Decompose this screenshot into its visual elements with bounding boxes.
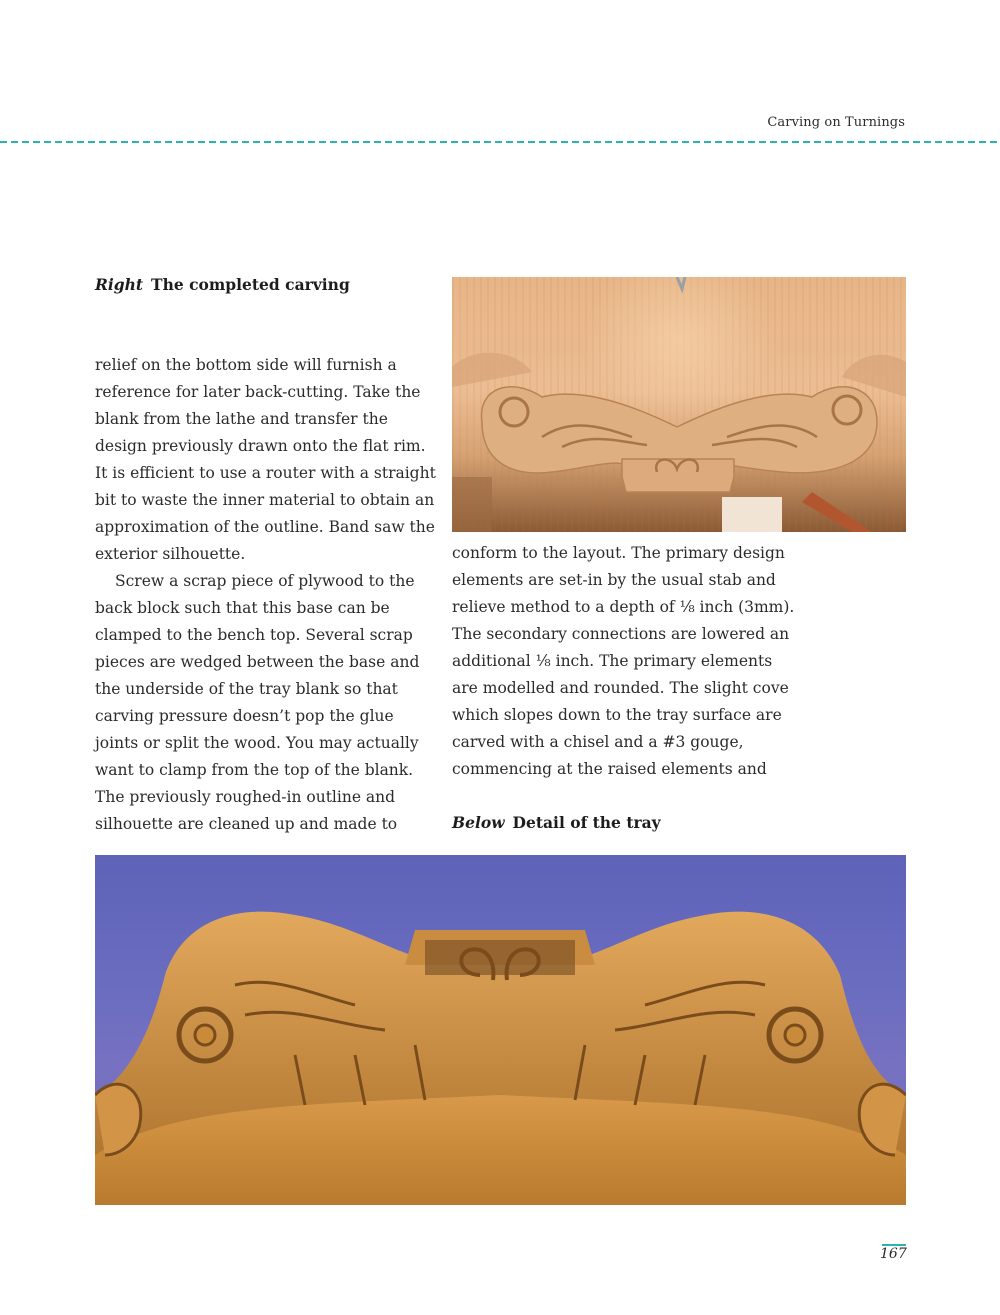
body-column-left — [95, 352, 440, 838]
paragraph: relief on the bottom side will furnish a reference for later back-cutting. Take the blank from the lathe and transfer the design previously drawn onto the flat rim. It is efficient to use a router with a straight bit to waste the inner material to obtain an approximation of the outline. Band saw the exterior silhouette. — [95, 356, 436, 563]
figure-completed-carving — [452, 277, 906, 532]
header-dashed-rule — [0, 141, 1000, 143]
caption-text: The completed carving — [151, 275, 350, 294]
caption-lead: Below — [452, 813, 505, 832]
running-head: Carving on Turnings — [767, 115, 905, 130]
paragraph: The previously roughed-in outline and silhouette are cleaned up and made to — [95, 788, 398, 833]
caption-lead: Right — [95, 275, 144, 294]
paragraph: conform to the layout. The primary design elements are set-in by the usual stab and relieve method to a depth of ⅛ inch (3mm). The secondary connections are lowered an additional ⅛ inch. The primary elements are modelled and rounded. The slight cove which slopes down to the tray surface are carved with a chisel and a #3 gouge, commencing at the raised elements and — [452, 544, 795, 778]
figure-tray-detail — [95, 855, 906, 1205]
body-column-right — [452, 540, 797, 783]
page-number: 167 — [880, 1246, 907, 1262]
tray-detail-illustration — [95, 855, 906, 1205]
carving-illustration — [452, 277, 906, 532]
caption-right — [95, 275, 350, 295]
paragraph: Screw a scrap piece of plywood to the back block such that this base can be clamped to the bench top. Several scrap pieces are wedged between the base and the underside of the tray blank so that carving pressure doesn’t pop the glue joints or split the wood. You may actually want to clamp from the top of the blank. — [95, 572, 420, 779]
caption-below — [452, 813, 661, 833]
caption-text: Detail of the tray — [512, 813, 661, 832]
